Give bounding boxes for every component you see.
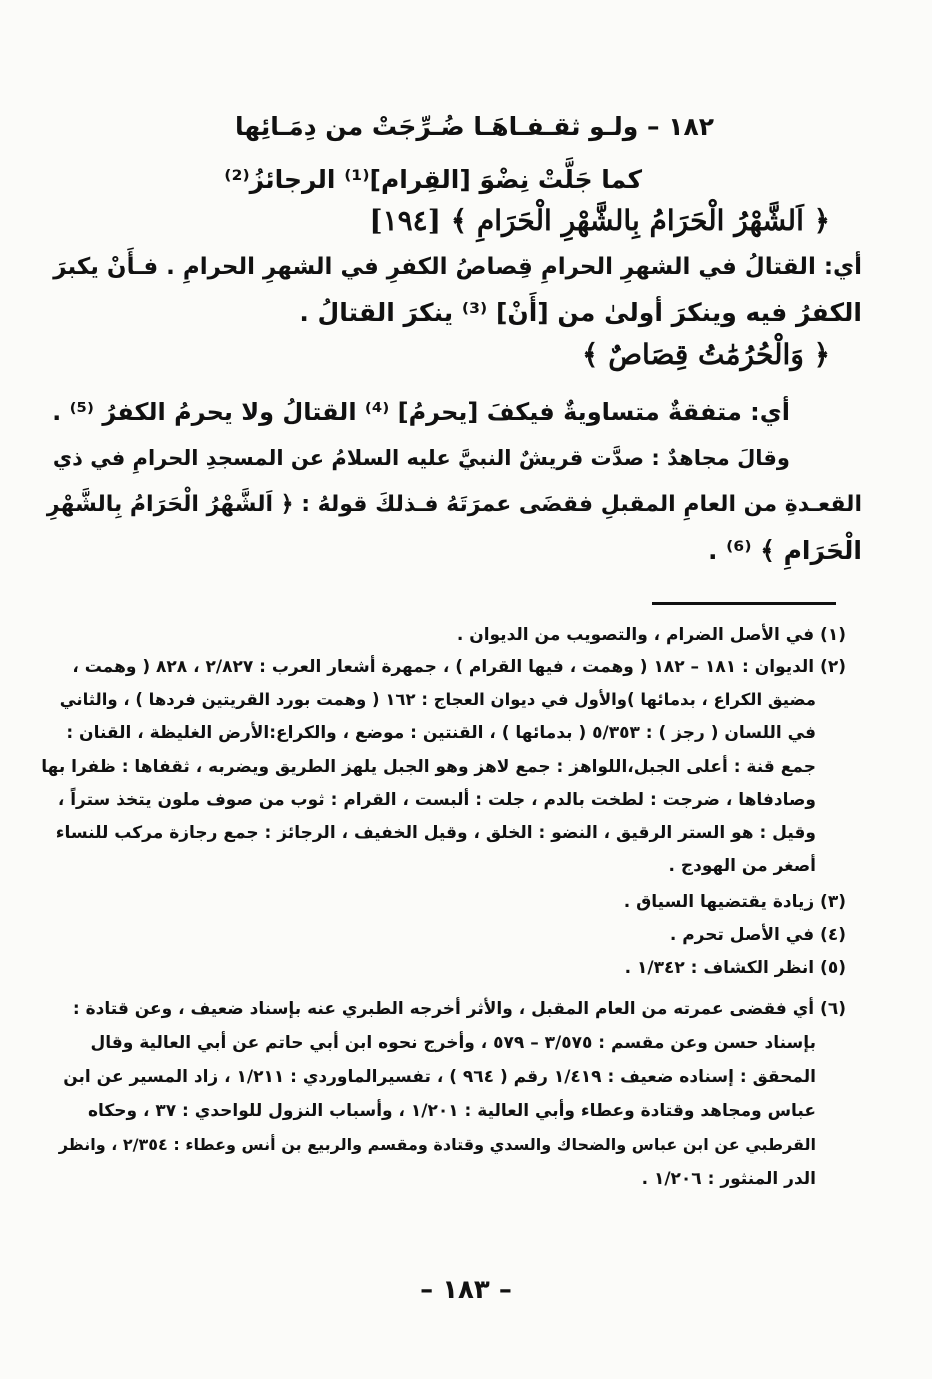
footnote-6-line-4: عباس ومجاهد وقتادة وعطاء وأبي العالية : ١/٢٠١ ، وأسباب النزول للواحدي : ٣٧ ، وحكاه <box>87 1101 816 1121</box>
paragraph-2-line-1: أي: متفقةٌ متساويةٌ فيكفَ [يحرمُ] ⁽⁴⁾ القتالُ ولا يحرمُ الكفرُ ⁽⁵⁾ . <box>52 398 790 426</box>
footnote-2-line-5: وصادفاها ، ضرجت : لطخت بالدم ، جلت : ألبست ، القرام : ثوب من صوف ملون يتخذ ستراً ، <box>57 790 816 810</box>
verse-line-2: كما جَلَّتْ نِضْوَ [القِرام]⁽¹⁾ الرجائزُ⁽²⁾ <box>224 165 642 194</box>
footnote-2-line-6: وقيل : هو الستر الرقيق ، النضو : الخلق ، وقيل الخفيف ، الرجائز : جمع رجازة مركب للنساء <box>55 823 816 843</box>
footnote-2-line-1: (٢) الديوان : ١٨١ – ١٨٢ ( وهمت ، فيها القرام ) ، جمهرة أشعار العرب : ٢/٨٢٧ ، ٨٢٨ ( وهمت ، <box>72 657 846 677</box>
footnote-6-line-5: القرطبي عن ابن عباس والضحاك والسدي وقتادة ومقسم والربيع بن أنس وعطاء : ٢/٣٥٤ ، وانظر <box>58 1135 816 1154</box>
paragraph-1-line-1: أي: القتالُ في الشهرِ الحرامِ قِصاصُ الكفرِ في الشهرِ الحرامِ . فـأَنْ يكبرَ <box>53 254 862 280</box>
quran-verse-194: ﴿ اَلشَّهْرُ الْحَرَامُ بِالشَّهْرِ الْحَرَامِ ﴾ [١٩٤] <box>369 204 830 237</box>
verse-line-1: ١٨٢ – ولـو ثقـفـاهَـا ضُـرِّجَتْ من دِمَـائِها <box>235 112 714 141</box>
footnote-6-line-3: المحقق : إسناده ضعيف : ١/٤١٩ رقم ( ٩٦٤ ) ، تفسيرالماوردي : ١/٢١١ ، زاد المسير عن ابن <box>63 1067 816 1087</box>
paragraph-2-line-4: الْحَرَامِ ﴾ ⁽⁶⁾ . <box>707 536 862 565</box>
footnote-separator <box>652 602 836 605</box>
footnote-4: (٤) في الأصل تحرم . <box>669 925 846 945</box>
paragraph-2-line-2: وقالَ مجاهدٌ : صدَّت قريشٌ النبيَّ عليه السلامُ عن المسجدِ الحرامِ في ذي <box>52 446 790 470</box>
footnote-2-line-3: في اللسان ( رجز ) : ٥/٣٥٣ ( بدمائها ) ، القنتين : موضع ، والكراع:الأرض الغليظة ، القنان : <box>66 723 816 743</box>
footnote-3: (٣) زيادة يقتضيها السياق . <box>623 892 846 912</box>
footnote-2-line-7: أصغر من الهودج . <box>668 856 816 876</box>
footnote-6-line-2: بإسناد حسن وعن مقسم : ٣/٥٧٥ – ٥٧٩ ، وأخرج نحوه ابن أبي حاتم عن أبي العالية وقال <box>90 1033 816 1053</box>
paragraph-2-line-3: القعـدةِ من العامِ المقبلِ فقضَى عمرَتَهُ فـذلكَ قولهُ : ﴿ اَلشَّهْرُ الْحَرَامُ بِالشَّهْرِ <box>46 492 862 517</box>
page-number: – ١٨٣ – <box>420 1275 512 1305</box>
footnote-2-line-2: مضيق الكراع ، بدمائها )والأول في ديوان العجاج : ١٦٢ ( وهمت بورد القريتين فردها ) ، والثاني <box>59 690 816 709</box>
paragraph-1-line-2: الكفرُ فيه وينكرَ أولىٰ من [أَنْ] ⁽³⁾ ينكرَ القتالُ . <box>299 298 862 327</box>
quran-verse-qisas: ﴿ وَالْحُرُمَٰتُ قِصَاصٌ ﴾ <box>582 338 830 371</box>
footnote-5: (٥) انظر الكشاف : ١/٣٤٢ . <box>624 958 846 978</box>
footnote-1: (١) في الأصل الضرام ، والتصويب من الديوان . <box>456 625 846 645</box>
footnote-6-line-1: (٦) أي فقضى عمرته من العام المقبل ، والأثر أخرجه الطبري عنه بإسناد ضعيف ، وعن قتادة : <box>72 999 846 1019</box>
footnote-6-line-6: الدر المنثور : ١/٢٠٦ . <box>641 1169 816 1189</box>
footnote-2-line-4: جمع قنة : أعلى الجبل،اللواهز : جمع لاهز وهو الجبل يلهز الطريق ويضربه ، ثقفاها : ظفرا بها <box>41 757 816 777</box>
